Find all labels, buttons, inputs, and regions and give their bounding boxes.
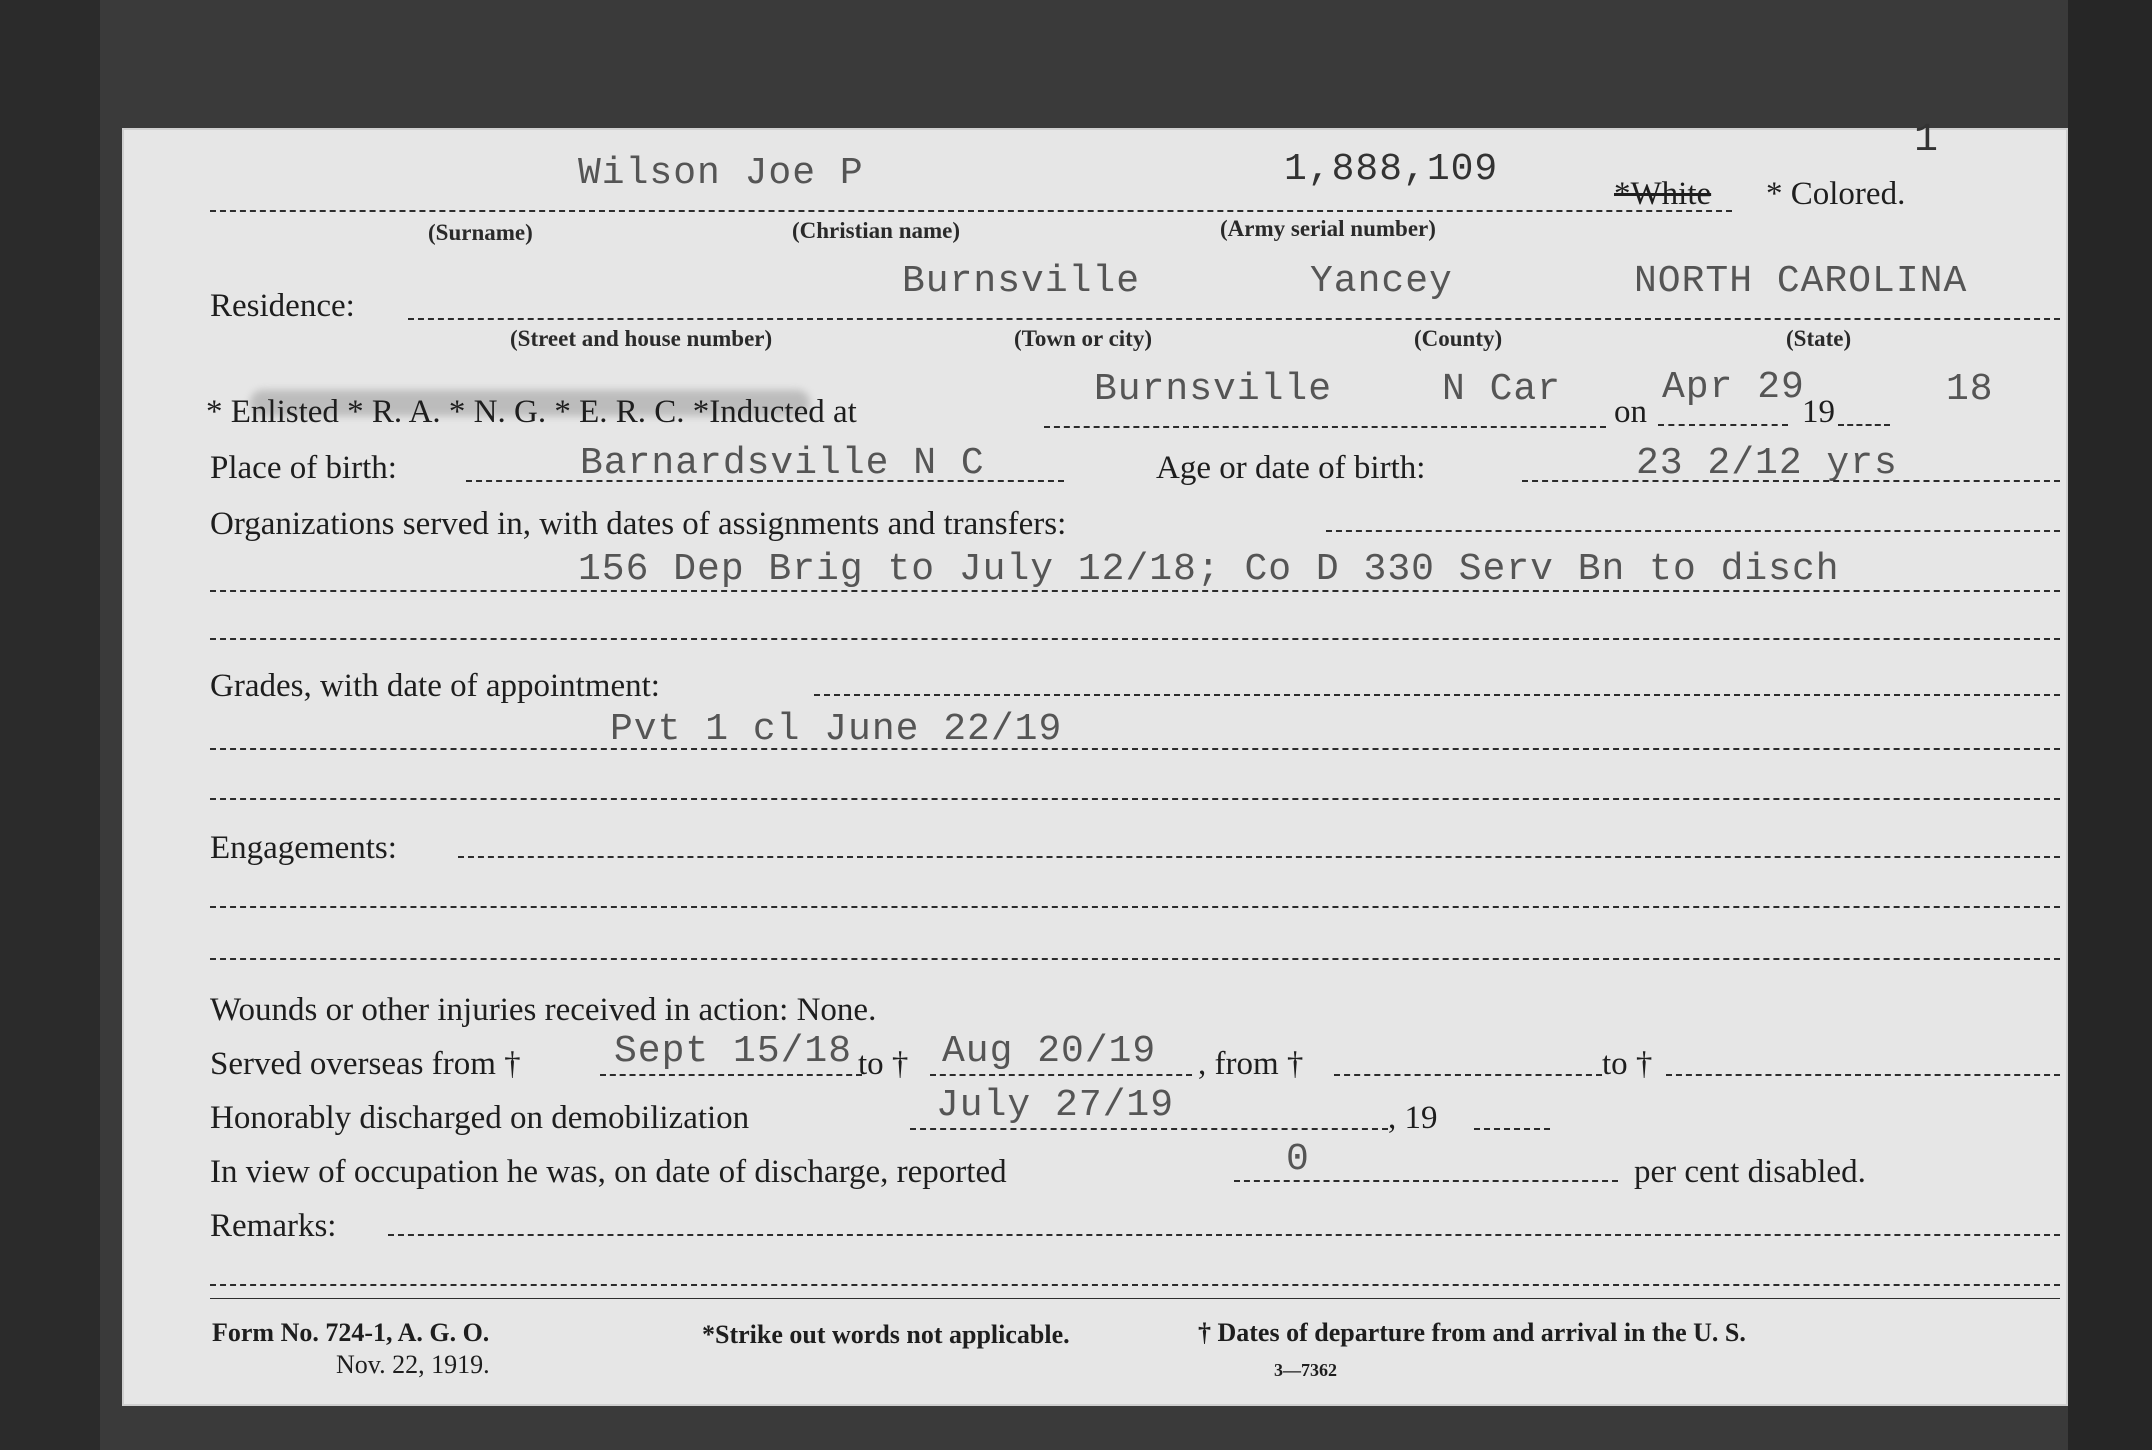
film-border-left [0,0,100,1450]
organizations-line-2 [210,590,2060,592]
organizations-label: Organizations served in, with dates of assignments and transfers: [210,506,1067,542]
overseas-to-line [930,1074,1192,1076]
form-date: Nov. 22, 1919. [336,1350,490,1379]
inducted-place-line [1044,426,1606,428]
form-number: Form No. 724-1, A. G. O. [212,1318,490,1347]
overseas-from-line [600,1074,862,1076]
dates-note: † Dates of departure from and arrival in the U. S. [1198,1318,1746,1347]
print-code: 3—7362 [1274,1360,1337,1380]
on-label: on [1614,394,1647,430]
race-white: *White [1614,176,1712,212]
discharged-year-prefix: , 19 [1388,1100,1438,1136]
state-value: NORTH CAROLINA [1634,260,1968,303]
caption-state: (State) [1786,326,1852,351]
surname-value: Wilson Joe P [578,152,864,195]
service-record-card [122,118,2068,1406]
birthplace-line [466,480,1064,482]
remarks-label: Remarks: [210,1208,337,1244]
birthplace-label: Place of birth: [210,450,397,486]
discharged-line [910,1128,1388,1130]
caption-county: (County) [1414,326,1503,351]
caption-christian-name: (Christian name) [792,218,961,243]
remarks-line-3 [210,1298,2060,1299]
organizations-line-1 [1326,530,2060,532]
strike-note: *Strike out words not applicable. [702,1320,1070,1349]
inducted-state: N Car [1442,368,1562,411]
age-label: Age or date of birth: [1156,450,1426,486]
grades-line-2 [210,748,2060,750]
disability-line [1234,1180,1618,1182]
caption-town: (Town or city) [1014,326,1152,351]
grades-line-3 [210,798,2060,800]
from2-line [1334,1074,1602,1076]
film-border-right [2068,0,2152,1450]
age-value: 23 2/12 yrs [1636,442,1898,485]
wounds-label: Wounds or other injuries received in action: None. [210,992,877,1028]
age-line [1522,480,2060,482]
remarks-line-1 [388,1234,2060,1236]
to2-line [1666,1074,2060,1076]
engagements-line-3 [210,958,2060,960]
residence-line [408,318,2060,320]
disability-label: In view of occupation he was, on date of discharge, reported [210,1154,1007,1190]
disability-value: 0 [1286,1138,1310,1181]
discharged-label: Honorably discharged on demobilization [210,1100,750,1136]
caption-street: (Street and house number) [510,326,773,351]
inducted-place: Burnsville [1094,368,1333,411]
county-value: Yancey [1310,260,1453,303]
disability-suffix: per cent disabled. [1634,1154,1866,1190]
caption-serial-number: (Army serial number) [1220,216,1436,241]
organizations-value: 156 Dep Brig to July 12/18; Co D 330 Serv Bn to disch [578,548,1840,591]
inducted-date-line [1658,424,1788,426]
grades-line-1 [814,694,2060,696]
overseas-from-value: Sept 15/18 [614,1030,853,1073]
engagements-label: Engagements: [210,830,397,866]
caption-surname: (Surname) [428,220,533,245]
page-number: 1 [1914,118,1940,163]
town-value: Burnsville [902,260,1141,303]
grades-value: Pvt 1 cl June 22/19 [610,708,1063,751]
inducted-date: Apr 29 [1662,366,1805,409]
engagements-line-2 [210,906,2060,908]
year-prefix: 19 [1802,394,1835,430]
name-line [210,210,1732,212]
remarks-line-2 [210,1284,2060,1286]
organizations-line-3 [210,638,2060,640]
birthplace-value: Barnardsville N C [580,442,985,485]
grades-label: Grades, with date of appointment: [210,668,660,704]
engagements-line-1 [458,856,2060,858]
enlisted-label: * Enlisted * R. A. * N. G. * E. R. C. *Inducted at [206,394,857,430]
inducted-year: 18 [1946,368,1994,411]
residence-label: Residence: [210,288,355,324]
overseas-to-label: to † [858,1046,909,1082]
overseas-to-value: Aug 20/19 [942,1030,1157,1073]
discharged-value: July 27/19 [936,1084,1175,1127]
from2-label: , from † [1198,1046,1304,1082]
year-line [1838,424,1890,426]
race-colored: * Colored. [1766,176,1906,212]
discharged-year-line [1474,1128,1550,1130]
to2-label: to † [1602,1046,1653,1082]
overseas-label: Served overseas from † [210,1046,521,1082]
serial-number-value: 1,888,109 [1284,148,1499,191]
